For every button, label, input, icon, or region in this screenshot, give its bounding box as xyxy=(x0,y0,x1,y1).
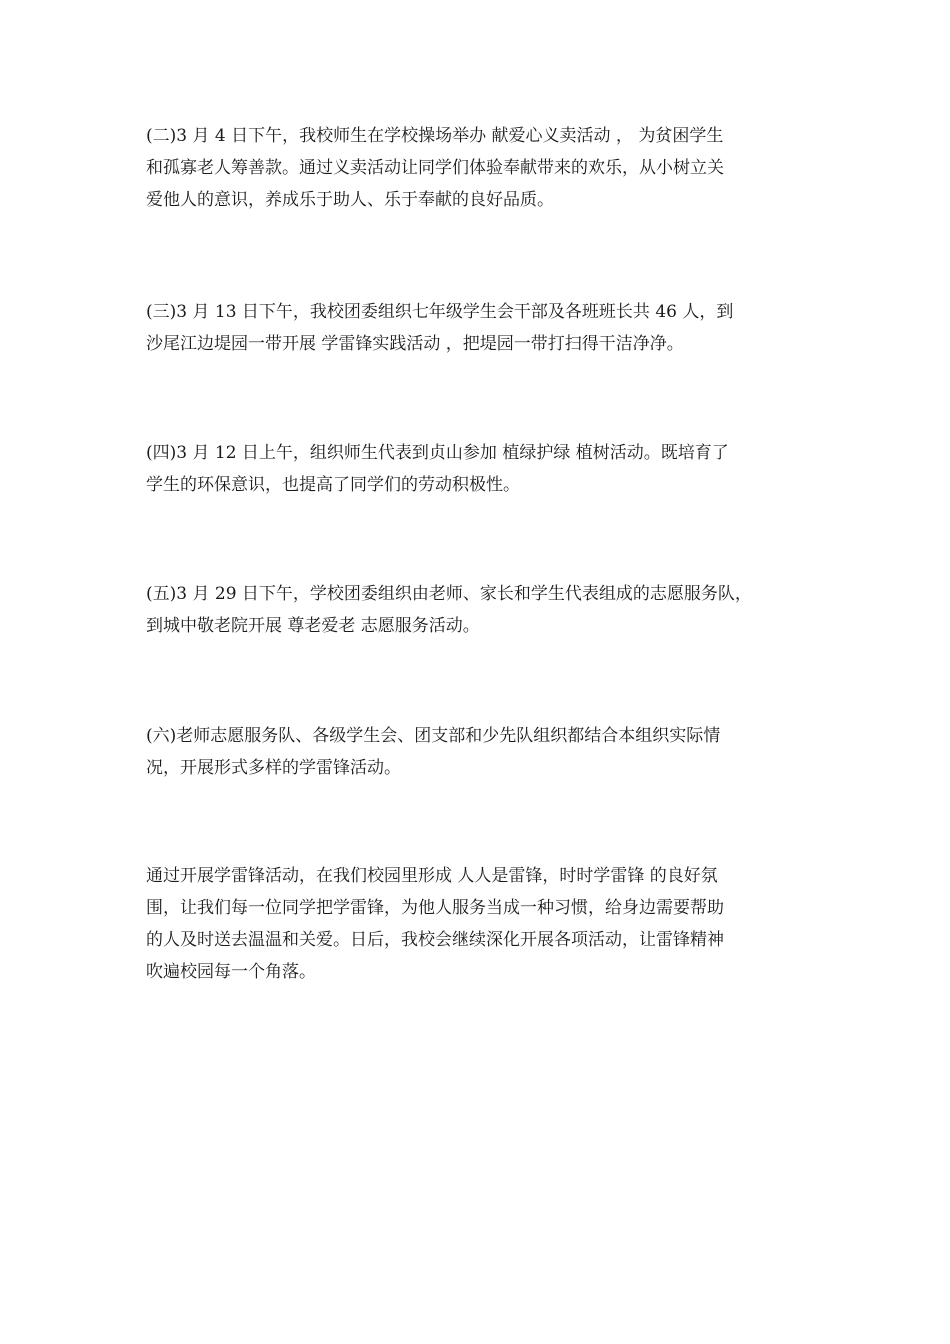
paragraph-riverside-cleanup xyxy=(146,296,826,360)
paragraph-organizations xyxy=(146,720,826,784)
text-line: (六)老师志愿服务队、各级学生会、团支部和少先队组织都结合本组织实际情 xyxy=(146,726,721,746)
text-line: 学生的环保意识，也提高了同学们的劳动积极性。 xyxy=(146,475,520,495)
text-line: 况，开展形式多样的学雷锋活动。 xyxy=(146,758,401,778)
text-line: (五)3 月 29 日下午，学校团委组织由老师、家长和学生代表组成的志愿服务队， xyxy=(146,584,752,604)
text-line: (三)3 月 13 日下午，我校团委组织七年级学生会干部及各班班长共 46 人，到 xyxy=(146,302,734,322)
paragraph-conclusion xyxy=(146,860,826,988)
text-line: 和孤寡老人筹善款。通过义卖活动让同学们体验奉献带来的欢乐，从小树立关 xyxy=(146,158,724,178)
text-line: 吹遍校园每一个角落。 xyxy=(146,962,316,982)
text-line: 沙尾江边堤园一带开展 学雷锋实践活动 ，把堤园一带打扫得干洁净净。 xyxy=(146,334,684,354)
paragraph-charity-sale xyxy=(146,120,826,216)
text-line: 围，让我们每一位同学把学雷锋，为他人服务当成一种习惯，给身边需要帮助 xyxy=(146,898,724,918)
text-line: 到城中敬老院开展 尊老爱老 志愿服务活动。 xyxy=(146,616,480,636)
text-line: 的人及时送去温温和关爱。日后，我校会继续深化开展各项活动，让雷锋精神 xyxy=(146,930,724,950)
paragraph-elderly-service xyxy=(146,578,826,642)
text-line: 通过开展学雷锋活动，在我们校园里形成 人人是雷锋，时时学雷锋 的良好氛 xyxy=(146,866,718,886)
paragraph-tree-planting xyxy=(146,437,826,501)
text-line: (二)3 月 4 日下午，我校师生在学校操场举办 献爱心义卖活动 ， 为贫困学生 xyxy=(146,126,724,146)
text-line: (四)3 月 12 日上午，组织师生代表到贞山参加 植绿护绿 植树活动。既培育了 xyxy=(146,443,729,463)
text-line: 爱他人的意识，养成乐于助人、乐于奉献的良好品质。 xyxy=(146,190,554,210)
